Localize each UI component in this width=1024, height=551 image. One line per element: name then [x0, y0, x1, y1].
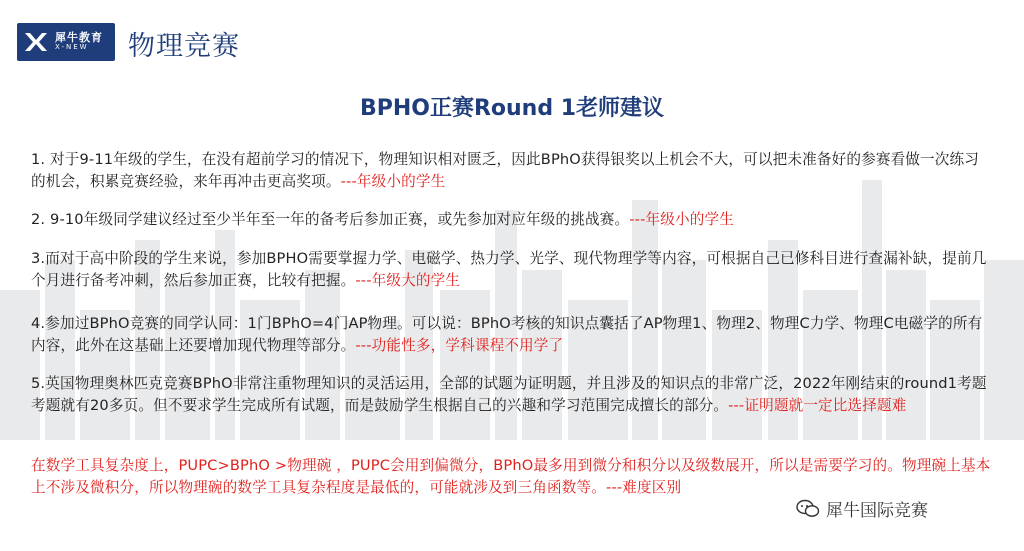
page-title: BPHO正赛Round 1老师建议: [359, 96, 665, 121]
advice-note: ---功能性多，学科课程不用学了: [355, 337, 564, 354]
advice-item-4: [31, 313, 991, 357]
advice-text: 2. 9-10年级同学建议经过至少半年至一年的备考后参加正赛，或先参加对应年级的挑战赛。: [31, 211, 630, 228]
summary-paragraph: 在数学工具复杂度上，PUPC>BPhO >物理碗 ，PUPC会用到偏微分，BPhO最多用到微分和积分以及级数展开，所以是需要学习的。物理碗上基本上不涉及微积分，所以物理碗的数学工具复杂程度是最低的，可能就涉及到三角函数等。---难度区别: [31, 457, 991, 496]
advice-text: 5.英国物理奥林匹克竞赛BPhO非常注重物理知识的灵活运用，全部的试题为证明题，并且涉及的知识点的非常广泛，2022年刚结束的round1考题考题就有20多页。但不要求学生完成所有试题，而是鼓励学生根据自己的兴趣和学习范围完成擅长的部分。: [31, 375, 987, 414]
advice-text: 4.参加过BPhO竞赛的同学认同：1门BPhO=4门AP物理。可以说：BPhO考核的知识点囊括了AP物理1、物理2、物理C力学、物理C电磁学的所有内容，此外在这基础上还要增加现代物理等部分。: [31, 315, 983, 354]
advice-item-5: [31, 373, 991, 417]
advice-text: 1. 对于9-11年级的学生，在没有超前学习的情况下，物理知识相对匮乏，因此BPhO获得银奖以上机会不大，可以把未准备好的参赛看做一次练习的机会，积累竞赛经验，来年再冲击更高奖项。: [31, 151, 980, 190]
rhino-logo-icon: [23, 29, 49, 55]
advice-note: ---年级小的学生: [629, 211, 734, 228]
brand-logo: [17, 23, 115, 61]
advice-note: ---年级大的学生: [355, 272, 461, 289]
wechat-watermark: [790, 496, 934, 521]
subject-heading: 物理竞赛: [128, 31, 240, 62]
advice-note: ---证明题就一定比选择题难: [728, 397, 907, 414]
advice-item-3: [31, 248, 991, 292]
advice-text: 3.而对于高中阶段的学生来说，参加BPHO需要掌握力学、电磁学、热力学、光学、现代物理学等内容，可根据自己已修科目进行查漏补缺，提前几个月进行备考冲刺，然后参加正赛，比较有把握。: [31, 250, 987, 289]
advice-item-2: [31, 209, 991, 231]
logo-text-en: X-NEW: [55, 43, 89, 52]
watermark-text: 犀牛国际竞赛: [826, 501, 928, 521]
logo-text-cn: 犀牛教育: [55, 31, 103, 45]
advice-note: ---年级小的学生: [340, 173, 446, 190]
wechat-icon: [796, 499, 820, 519]
advice-item-1: [31, 149, 991, 193]
